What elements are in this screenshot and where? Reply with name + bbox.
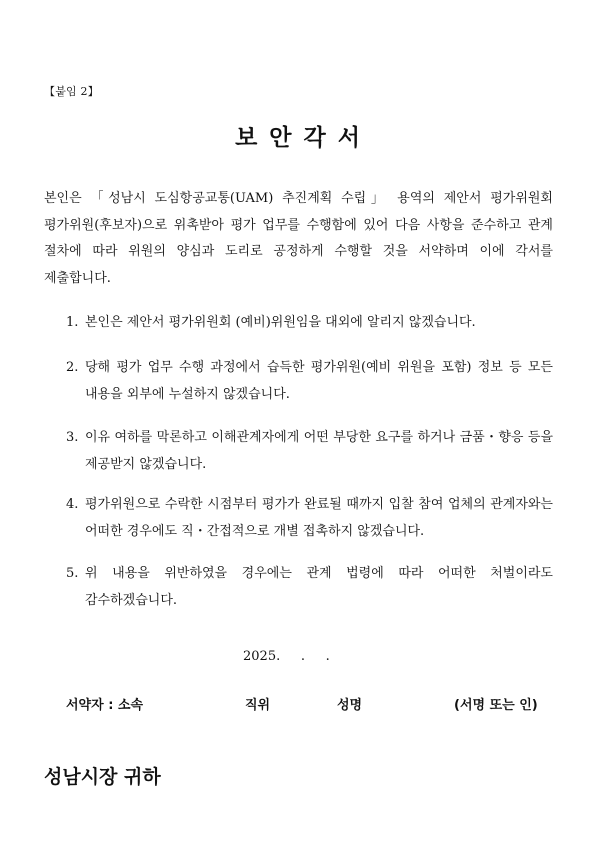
pledge-item-number: 4. bbox=[66, 497, 79, 512]
pledge-item-1 bbox=[66, 310, 553, 337]
pledge-item-text: 이유 여하를 막론하고 이해관계자에게 어떤 부당한 요구를 하거나 금품・향응 등을 제공받지 않겠습니다. bbox=[85, 430, 553, 472]
pledge-item-number: 2. bbox=[66, 360, 79, 375]
document-title: 보안각서 bbox=[235, 125, 372, 151]
pledge-item-number: 3. bbox=[66, 430, 79, 445]
pledge-item-number: 1. bbox=[66, 315, 79, 330]
pledge-item-text: 평가위원으로 수락한 시점부터 평가가 완료될 때까지 입찰 참여 업체의 관계자와는 어떠한 경우에도 직・간접적으로 개별 접촉하지 않겠습니다. bbox=[85, 497, 553, 539]
position-label: 직위 bbox=[245, 698, 271, 713]
pledge-item-2 bbox=[66, 355, 553, 408]
pledgor-affiliation-label: 서약자 : 소속 bbox=[66, 698, 144, 713]
attachment-tag: 【붙임 2】 bbox=[44, 85, 99, 98]
pledge-item-text: 본인은 제안서 평가위원회 (예비)위원임을 대외에 알리지 않겠습니다. bbox=[85, 315, 476, 330]
name-label: 성명 bbox=[337, 698, 363, 713]
pledge-item-3 bbox=[66, 425, 553, 478]
signature-row bbox=[0, 694, 595, 718]
sign-or-seal-label: (서명 또는 인) bbox=[454, 698, 538, 713]
pledge-item-text: 위 내용을 위반하였을 경우에는 관계 법령에 따라 어떠한 처벌이라도 감수하겠습니다. bbox=[85, 566, 553, 608]
pledge-item-4 bbox=[66, 492, 553, 545]
recipient-line: 성남시장 귀하 bbox=[44, 766, 161, 788]
intro-paragraph: 본인은 「성남시 도심항공교통(UAM) 추진계획 수립」 용역의 제안서 평가위원회 평가위원(후보자)으로 위촉받아 평가 업무를 수행함에 있어 다음 사항을 준수하고 관계 절차에 따라 위원의 양심과 도리로 공정하게 수행할 것을 서약하며 이에 각서를 제출합니다. bbox=[44, 191, 553, 286]
pledge-item-text: 당해 평가 업무 수행 과정에서 습득한 평가위원(예비 위원을 포함) 정보 등 모든 내용을 외부에 누설하지 않겠습니다. bbox=[85, 360, 553, 402]
pledge-item-5 bbox=[66, 561, 553, 614]
date-line: 2025. . . bbox=[243, 649, 330, 664]
pledge-item-number: 5. bbox=[66, 566, 79, 581]
